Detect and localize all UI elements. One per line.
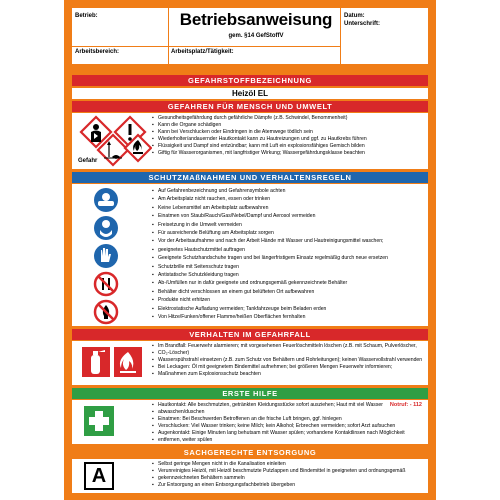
list-item: ▪ Wiederholter/andauernder Hautkontakt kann zu Hautreizungen und ggf. zu Hautkrebs führen bbox=[152, 136, 424, 143]
section-heading-erste-hilfe: ERSTE HILFE bbox=[72, 388, 428, 399]
first-aid-list bbox=[152, 402, 405, 444]
list-item: ▪ Wasserspühstrahl einsetzen (z.B. zum Schutz von Behältern und Rohrleitungen); keinen Wasservollstrahl verwenden bbox=[152, 357, 424, 364]
page-title: Betriebsanweisung bbox=[179, 10, 333, 29]
section-entsorgung bbox=[72, 459, 428, 493]
list-item: ▪ Für ausreichende Belüftung am Arbeitsplatz sorgen bbox=[152, 229, 424, 237]
list-item: ▪ Flüssigkeit und Dampf sind entzündbar; kann mit Luft ein explosionsfähiges Gemisch bilden bbox=[152, 143, 424, 150]
list-item: ▪ Kann bei Verschlucken oder Eindringen in die Atemwege tödlich sein bbox=[152, 129, 424, 136]
section-heading-entsorgung: SACHGERECHTE ENTSORGUNG bbox=[72, 447, 428, 458]
signal-word: Gefahr bbox=[78, 158, 98, 164]
unterschrift-label: Unterschrift: bbox=[344, 21, 381, 27]
first-aid-icon bbox=[84, 406, 114, 436]
section-heading-gefahren: GEFAHREN FÜR MENSCH UND UMWELT bbox=[72, 101, 428, 112]
gloves-icon bbox=[94, 244, 118, 268]
list-item: ▪ Vor der Arbeitsaufnahme und nach der Arbeit Hände mit Wasser und Hautreinigungsmittel waschen; bbox=[152, 237, 424, 245]
list-item: ▪ Verschlucken: Viel Wasser trinken; keine Milch; kein Alkohol; Erbrechen vermeiden; sofort Arzt aufsuchen bbox=[152, 423, 362, 430]
datum-label: Datum: bbox=[344, 13, 365, 19]
header-box bbox=[72, 8, 428, 64]
list-item: ▪ Keine Lebensmittel am Arbeitsplatz aufbewahren bbox=[152, 204, 424, 212]
fire-icon bbox=[114, 347, 142, 377]
emergency-number: Notruf: - 112 bbox=[389, 402, 422, 408]
section-erste-hilfe bbox=[72, 400, 428, 444]
eye-protection-icon bbox=[94, 188, 118, 212]
list-item: ▪ Auf Gefahrenbezeichnung und Gefahrensymbole achten bbox=[152, 187, 424, 195]
section-gefahren bbox=[72, 113, 428, 169]
list-item: ▪ Antistatische Schutzkleidung tragen bbox=[152, 271, 424, 279]
list-item: ▪ entfernen, weiter spülen bbox=[152, 437, 362, 444]
list-item: ▪ Behälter dicht verschlossen an einem gut belüfteten Ort aufbewahren bbox=[152, 288, 424, 296]
protection-list bbox=[152, 187, 424, 322]
page-subtitle: gem. §14 GefStoffV bbox=[228, 33, 284, 39]
list-item: ▪ Kann die Organe schädigen bbox=[152, 122, 424, 129]
arbeitsbereich-label: Arbeitsbereich: bbox=[75, 49, 120, 55]
fire-extinguisher-icon bbox=[82, 347, 110, 377]
section-heading-schutz: SCHUTZMAßNAHMEN UND VERHALTENSREGELN bbox=[72, 172, 428, 183]
list-item: ▪ CO₂-Löscher) bbox=[152, 350, 424, 357]
list-item: ▪ Bei Leckagen: Öl mit geeignetem Bindemittel aufnehmen; bei größeren Mengen Feuerwehr informieren; bbox=[152, 364, 424, 371]
list-item: ▪ Hautkontakt: Alle beschmutzten, getränkten Kleidungsstücke sofort ausziehen; Haut mit viel Wasser bbox=[152, 402, 362, 409]
list-item: ▪ Ab-/Umfüllen nur in dafür geeignete und ordnungsgemäß gekennzeichnete Behälter bbox=[152, 279, 424, 287]
list-item: ▪ Giftig für Wasserorganismen, mit langfristiger Wirkung; Wassergefährdungsklasse beachten bbox=[152, 150, 424, 157]
list-item: ▪ gekennzeichneten Behältern sammeln bbox=[152, 475, 424, 482]
section-gefahrfall bbox=[72, 341, 428, 385]
list-item: ▪ geeignetes Hautschutzmittel auftragen bbox=[152, 246, 424, 254]
list-item: ▪ Am Arbeitsplatz nicht rauchen, essen oder trinken bbox=[152, 195, 424, 203]
disposal-letter-icon: A bbox=[84, 462, 114, 490]
hazard-list bbox=[152, 115, 424, 157]
list-item: ▪ Verunreinigtes Heizöl, mit Heizöl beschmutzte Putzlappen und Bindemittel in geeigneten und ordnungsgemäß bbox=[152, 468, 424, 475]
emergency-list bbox=[152, 343, 424, 378]
list-item: ▪ Produkte nicht erhitzen bbox=[152, 296, 424, 304]
arbeitsplatz-label: Arbeitsplatz/Tätigkeit: bbox=[171, 49, 234, 55]
disposal-list bbox=[152, 461, 424, 489]
section-heading-gefahrfall: VERHALTEN IM GEFAHRFALL bbox=[72, 329, 428, 340]
no-open-flame-icon bbox=[95, 301, 117, 323]
section-schutz bbox=[72, 184, 428, 326]
list-item: ▪ Im Brandfall: Feuerwehr alarmieren; mit vorgesehenen Feuerlöschmitteln löschen (z.B. mit Schaum, Pulverlöscher, bbox=[152, 343, 424, 350]
product-name: Heizöl EL bbox=[72, 88, 428, 99]
list-item: ▪ Geeignete Schutzhandschuhe tragen und bei längerfristigem Einsatz regelmäßig durch neue ersetzen bbox=[152, 254, 424, 262]
list-item: ▪ Zur Entsorgung an einen Entsorgungsfachbetrieb übergeben bbox=[152, 482, 424, 489]
list-item: ▪ Augenkontakt: Einige Minuten lang behutsam mit Wasser spülen; vorhandene Kontaktlinsen nach Möglichkeit bbox=[152, 430, 362, 437]
list-item: ▪ Einatmen von Staub/Rauch/Gas/Nebel/Dampf und Aerosol vermeiden bbox=[152, 212, 424, 220]
no-eating-icon bbox=[95, 273, 117, 295]
respirator-icon bbox=[94, 216, 118, 240]
list-item: ▪ Elektrostatische Aufladung vermeiden; Tankfahrzeuge beim Beladen erden bbox=[152, 305, 424, 313]
list-item: ▪ Schutzbrille mit Seitenschutz tragen bbox=[152, 263, 424, 271]
mandatory-prohibition-pictograms bbox=[80, 186, 140, 326]
list-item: ▪ Einatmen: Bei Beschwerden Betroffenen an die frische Luft bringen, ggf. hinlegen bbox=[152, 416, 362, 423]
list-item: ▪ Selbst geringe Mengen nicht in die Kanalisation einleiten bbox=[152, 461, 424, 468]
list-item: ▪ Maßnahmen zum Explosionsschutz beachten bbox=[152, 371, 424, 378]
betrieb-label: Betrieb: bbox=[75, 13, 98, 19]
operating-instruction-sheet bbox=[64, 0, 436, 500]
list-item: ▪ Von Hitze/Funken/offener Flamme/heißen Oberflächen fernhalten bbox=[152, 313, 424, 321]
list-item: ▪ Freisetzung in die Umwelt vermeiden bbox=[152, 221, 424, 229]
list-item: ▪ Gesundheitsgefährdung durch gefährliche Dämpfe (z.B. Schwindel, Benommenheit) bbox=[152, 115, 424, 122]
list-item: ▪ abwaschen/duschen bbox=[152, 409, 362, 416]
first-aid-pictogram bbox=[82, 402, 122, 442]
fire-pictograms bbox=[80, 343, 150, 383]
section-heading-gefahrstoff: GEFAHRSTOFFBEZEICHNUNG bbox=[72, 75, 428, 86]
